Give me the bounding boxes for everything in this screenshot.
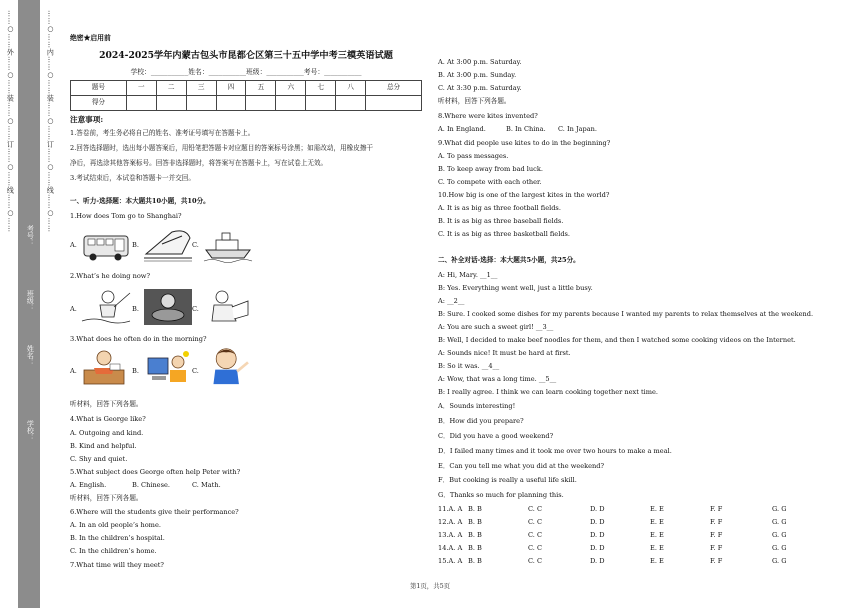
answer-cell: F. F [710, 531, 723, 539]
answer-cell: F. F [710, 557, 723, 565]
score-cell: 得分 [71, 96, 127, 111]
question-7: 7.What time will they meet? [70, 561, 164, 569]
q6-option: B. In the children’s hospital. [70, 534, 165, 542]
answer-cell: G. G [772, 505, 787, 513]
question-4: 4.What is George like? [70, 415, 146, 423]
question-1: 1.How does Tom go to Shanghai? [70, 212, 182, 220]
score-cell: 四 [216, 81, 246, 96]
choice-option: F．But cooking is really a useful life skill. [438, 476, 577, 484]
score-cell: 七 [306, 81, 336, 96]
answer-cell: G. G [772, 557, 787, 565]
score-cell: 题号 [71, 81, 127, 96]
score-table-header-row [71, 81, 422, 96]
q3-option-a-label: A. [70, 367, 77, 375]
ship-icon [202, 224, 254, 264]
note-item: 净后，再选涂其他答案标号。回答非选择题时，将答案写在答题卡上，写在试卷上无效。 [70, 159, 328, 167]
q2-option-b-label: B. [132, 305, 139, 313]
question-2: 2.What’s he doing now? [70, 272, 150, 280]
answer-cell: B. B [468, 505, 482, 513]
train-icon [142, 224, 194, 264]
question-9: 9.What did people use kites to do in the beginning? [438, 139, 611, 147]
choice-option: A．Sounds interesting! [438, 402, 516, 410]
answer-row [438, 519, 790, 529]
q1-option-c-label: C. [192, 241, 199, 249]
q8-option: C. In Japan. [558, 125, 598, 133]
score-cell [366, 96, 422, 111]
answer-cell: 14.A. A [438, 544, 463, 552]
answer-cell: 13.A. A [438, 531, 463, 539]
boy-reading-icon [202, 287, 254, 327]
answer-cell: F. F [710, 518, 723, 526]
binding-margin [0, 0, 60, 608]
q5-option: B. Chinese. [132, 481, 170, 489]
q4-option: B. Kind and helpful. [70, 442, 137, 450]
section2-heading: 二、补全对话-选择：本大题共5小题，共25分。 [438, 256, 580, 264]
score-cell: 总分 [366, 81, 422, 96]
choice-option: B．How did you prepare? [438, 417, 524, 425]
answer-cell: 15.A. A [438, 557, 463, 565]
dialogue-line: B: Yes. Everything went well, just a little busy. [438, 284, 593, 292]
secret-mark: 绝密★启用前 [70, 34, 111, 42]
swimming-boy-icon [142, 287, 194, 327]
binding-field-id: 考号： [26, 225, 35, 246]
score-cell: 八 [336, 81, 366, 96]
answer-cell: D. D [590, 544, 605, 552]
q3-option-b-label: B. [132, 367, 139, 375]
question-8: 8.Where were kites invented? [438, 112, 538, 120]
dialogue-line: A: You are such a sweet girl! __3__ [438, 323, 554, 331]
boy-pointing-icon [202, 346, 254, 386]
answer-cell: B. B [468, 518, 482, 526]
score-cell [336, 96, 366, 111]
binding-inner-line: ……○……内……○……装……○……订……○……线……○…… [46, 10, 55, 233]
choice-option: E．Can you tell me what you did at the weekend? [438, 462, 605, 470]
listen-instruction: 听材料，回答下列各题。 [438, 97, 511, 105]
score-cell [156, 96, 186, 111]
choice-option: C．Did you have a good weekend? [438, 432, 554, 440]
answer-cell: G. G [772, 531, 787, 539]
score-table-score-row [71, 96, 422, 111]
answer-cell: C. C [528, 531, 543, 539]
answer-cell: C. C [528, 518, 543, 526]
dialogue-line: A: Wow, that was a long time. __5__ [438, 375, 557, 383]
boy-computer-icon [142, 348, 194, 388]
q5-option: C. Math. [192, 481, 221, 489]
q4-option: C. Shy and quiet. [70, 455, 128, 463]
question-3: 3.What does he often do in the morning? [70, 335, 207, 343]
answer-cell: B. B [468, 557, 482, 565]
q2-option-c-label: C. [192, 305, 199, 313]
answer-row [438, 545, 790, 555]
notes-heading: 注意事项: [70, 115, 104, 124]
score-cell: 三 [186, 81, 216, 96]
answer-cell: 11.A. A [438, 505, 463, 513]
answer-row [438, 558, 790, 568]
q5-option: A. English. [70, 481, 107, 489]
answer-cell: F. F [710, 505, 723, 513]
exam-title: 2024-2025学年内蒙古包头市昆都仑区第三十五中学中考三模英语试题 [99, 50, 393, 61]
answer-row [438, 506, 790, 516]
q10-option: C. It is as big as three basketball fields. [438, 230, 571, 238]
score-cell: 二 [156, 81, 186, 96]
note-item: 1.答卷前，考生务必将自己的姓名、准考证号填写在答题卡上。 [70, 129, 255, 137]
answer-cell: D. D [590, 531, 605, 539]
q9-option: A. To pass messages. [438, 152, 509, 160]
choice-option: D．I failed many times and it took me over two hours to make a meal. [438, 447, 672, 455]
answer-cell: D. D [590, 557, 605, 565]
score-cell [246, 96, 276, 111]
answer-cell: C. C [528, 505, 543, 513]
q10-option: B. It is as big as three baseball fields. [438, 217, 564, 225]
q2-option-a-label: A. [70, 305, 77, 313]
answer-cell: G. G [772, 544, 787, 552]
dialogue-line: A: __2__ [438, 297, 465, 305]
q7-option: B. At 3:00 p.m. Sunday. [438, 71, 517, 79]
answer-cell: E. E [650, 505, 664, 513]
score-cell [126, 96, 156, 111]
answer-cell: G. G [772, 518, 787, 526]
dialogue-line: A: Hi, Mary. __1__ [438, 271, 498, 279]
q6-option: C. In the children’s home. [70, 547, 157, 555]
answer-cell: C. C [528, 544, 543, 552]
question-6: 6.Where will the students give their performance? [70, 508, 239, 516]
student-info-line: 学校：___________姓名：___________班级：___________考号：___________ [130, 68, 362, 76]
fishing-boy-icon [80, 287, 132, 327]
question-5: 5.What subject does George often help Peter with? [70, 468, 241, 476]
answer-row [438, 532, 790, 542]
listen-instruction: 听材料，回答下列各题。 [70, 400, 143, 408]
q8-option: B. In China. [506, 125, 546, 133]
binding-field-class: 班级： [26, 290, 35, 311]
dialogue-line: B: So it was. __4__ [438, 362, 500, 370]
binding-field-name: 姓名： [26, 345, 35, 366]
score-cell: 五 [246, 81, 276, 96]
q10-option: A. It is as big as three football fields. [438, 204, 561, 212]
q3-option-c-label: C. [192, 367, 199, 375]
q7-option: C. At 3:30 p.m. Saturday. [438, 84, 522, 92]
q4-option: A. Outgoing and kind. [70, 429, 144, 437]
dialogue-line: B: Sure. I cooked some dishes for my parents because I wanted my parents to relax themselves at the weekend. [438, 310, 814, 318]
answer-cell: E. E [650, 544, 664, 552]
answer-cell: B. B [468, 544, 482, 552]
bus-icon [80, 226, 132, 266]
answer-cell: D. D [590, 505, 605, 513]
dialogue-line: B: I really agree. I think we can learn cooking together next time. [438, 388, 658, 396]
section1-heading: 一、听力-选择题：本大题共10小题，共10分。 [70, 197, 210, 205]
dialogue-line: A: Sounds nice! It must be hard at first. [438, 349, 571, 357]
page-footer: 第1页，共5页 [409, 582, 451, 590]
answer-cell: E. E [650, 518, 664, 526]
answer-cell: E. E [650, 557, 664, 565]
binding-field-school: 学校： [26, 420, 35, 441]
dialogue-line: B: Well, I decided to make beef noodles for them, and then I watched some cooking videos on the Internet. [438, 336, 796, 344]
q9-option: C. To compete with each other. [438, 178, 542, 186]
q1-option-b-label: B. [132, 241, 139, 249]
choice-option: G．Thanks so much for planning this. [438, 491, 564, 499]
q9-option: B. To keep away from bad luck. [438, 165, 543, 173]
q8-option: A. In England. [438, 125, 486, 133]
score-table [70, 80, 422, 111]
listen-instruction: 听材料，回答下列各题。 [70, 494, 143, 502]
binding-outer-line: ……○……外……○……装……○……订……○……线……○…… [6, 10, 15, 233]
note-item: 3.考试结束后，本试卷和答题卡一并交回。 [70, 174, 195, 182]
q7-option: A. At 3:00 p.m. Saturday. [438, 58, 522, 66]
score-cell: 一 [126, 81, 156, 96]
answer-cell: 12.A. A [438, 518, 463, 526]
score-cell [216, 96, 246, 111]
boy-studying-icon [80, 348, 132, 388]
score-cell: 六 [276, 81, 306, 96]
answer-cell: D. D [590, 518, 605, 526]
score-cell [186, 96, 216, 111]
answer-cell: C. C [528, 557, 543, 565]
q6-option: A. In an old people’s home. [70, 521, 161, 529]
q1-option-a-label: A. [70, 241, 77, 249]
answer-cell: F. F [710, 544, 723, 552]
score-cell [276, 96, 306, 111]
answer-cell: B. B [468, 531, 482, 539]
answer-cell: E. E [650, 531, 664, 539]
note-item: 2.回答选择题时，选出每小题答案后，用铅笔把答题卡对应题目的答案标号涂黑；如需改动，用橡皮擦干 [70, 144, 374, 152]
score-cell [306, 96, 336, 111]
question-10: 10.How big is one of the largest kites in the world? [438, 191, 610, 199]
